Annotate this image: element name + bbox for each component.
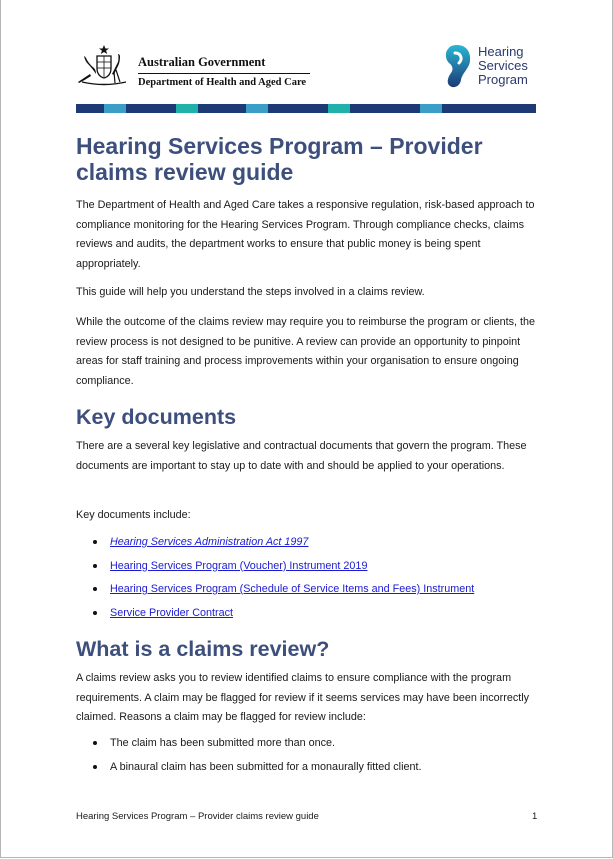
intro-paragraph-1: The Department of Health and Aged Care takes a responsive regulation, risk-based approach to compliance monitoring for the Hearing Services Program. Through compliance checks, claims reviews and audits, the department works to ensure that public money is being spent appropriately. [76, 199, 535, 270]
claims-review-reasons-list [76, 734, 536, 781]
colour-bar-segment [268, 104, 328, 113]
government-name: Australian Government [138, 55, 266, 69]
australian-government-logo [76, 44, 310, 89]
department-name: Department of Health and Aged Care [138, 77, 307, 88]
bullet-icon [93, 564, 97, 568]
key-documents-list [76, 533, 536, 627]
key-documents-paragraph: There are a several key legislative and contractual documents that govern the program. These documents are important to stay up to date with and should be applied to your operations. [76, 440, 527, 472]
intro-paragraph-3: While the outcome of the claims review may require you to reimburse the program or clients, the review process is not designed to be punitive. A review can provide an opportunity to pinpoint areas for staff training and process improvements within your organisation to ensure ongoing compliance. [76, 316, 536, 387]
colour-bar-segment [76, 104, 104, 113]
colour-bar-segment [126, 104, 176, 113]
link-hearing-services-administration-act[interactable]: Hearing Services Administration Act 1997 [110, 536, 309, 548]
logo-line-hearing: Hearing [478, 44, 524, 59]
key-documents-intro: Key documents include: [76, 509, 191, 521]
colour-bar-segment [176, 104, 198, 113]
bullet-icon [93, 587, 97, 591]
list-item [76, 557, 536, 581]
logo-line-services: Services [478, 58, 528, 73]
list-item [76, 580, 536, 604]
list-item [76, 533, 536, 557]
colour-bar [76, 104, 536, 113]
bullet-icon [93, 540, 97, 544]
claims-review-heading: What is a claims review? [76, 637, 330, 661]
ear-icon [442, 43, 472, 89]
coat-of-arms-icon [76, 44, 132, 86]
bullet-icon [93, 765, 97, 769]
bullet-icon [93, 741, 97, 745]
colour-bar-segment [350, 104, 420, 113]
list-item [76, 758, 536, 782]
footer-title: Hearing Services Program – Provider claims review guide [76, 811, 319, 822]
divider [138, 73, 310, 74]
intro-paragraph-2: This guide will help you understand the steps involved in a claims review. [76, 286, 425, 298]
bullet-icon [93, 611, 97, 615]
colour-bar-segment [198, 104, 246, 113]
list-item [76, 734, 536, 758]
link-schedule-of-service-items[interactable]: Hearing Services Program (Schedule of Service Items and Fees) Instrument [110, 583, 475, 595]
hearing-services-program-logo [442, 43, 528, 89]
colour-bar-segment [246, 104, 268, 113]
page-number: 1 [532, 811, 538, 822]
document-title: Hearing Services Program – Provider claims review guide [76, 133, 483, 185]
colour-bar-segment [442, 104, 536, 113]
reason-text: The claim has been submitted more than once. [110, 737, 336, 749]
link-voucher-instrument[interactable]: Hearing Services Program (Voucher) Instrument 2019 [110, 559, 368, 572]
link-service-provider-contract[interactable]: Service Provider Contract [110, 606, 234, 619]
key-documents-heading: Key documents [76, 405, 237, 429]
reason-text: A binaural claim has been submitted for a monaurally fitted client. [110, 760, 422, 773]
claims-review-paragraph: A claims review asks you to review identified claims to ensure compliance with the program requirements. A claim may be flagged for review if it seems services may have been incorrectly claimed. Reasons a claim may be flagged for review include: [76, 672, 530, 723]
colour-bar-segment [328, 104, 350, 113]
colour-bar-segment [104, 104, 126, 113]
list-item [76, 604, 536, 628]
logo-line-program: Program [478, 72, 528, 87]
colour-bar-segment [420, 104, 442, 113]
